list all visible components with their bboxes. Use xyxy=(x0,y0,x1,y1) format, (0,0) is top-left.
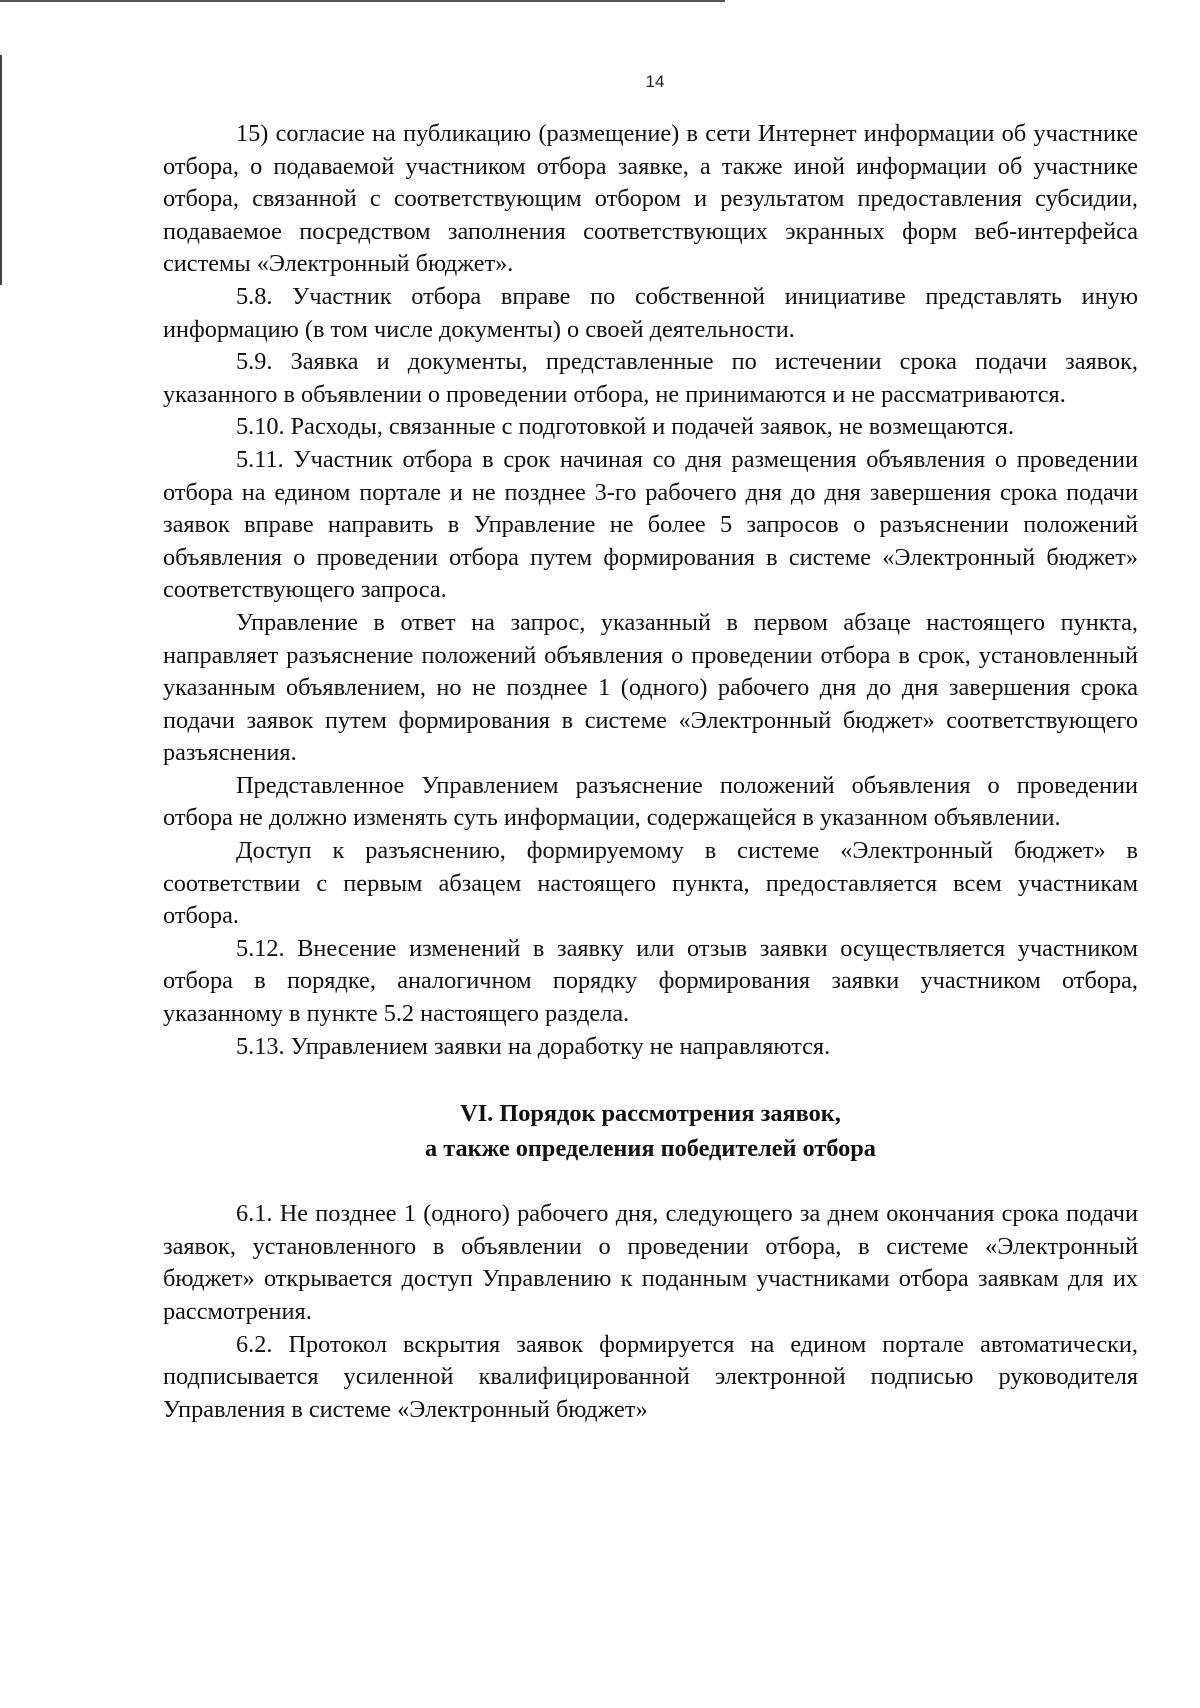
paragraph-5-8: 5.8. Участник отбора вправе по собственной инициативе представлять иную информацию (в том числе документы) о своей деятельности. xyxy=(163,282,1138,343)
paragraph-item-15: 15) согласие на публикацию (размещение) в сети Интернет информации об участнике отбора, о подаваемой участником отбора заявке, а также иной информации об участнике отбора, связанной с соответствующим отбором и результатом предоставления субсидии, подаваемое посредством заполнения соответствующих экранных форм веб-интерфейса системы «Электронный бюджет». xyxy=(163,120,1138,278)
paragraph-6-2: 6.2. Протокол вскрытия заявок формируется на едином портале автоматически, подписывается усиленной квалифицированной электронной подписью руководителя Управления в системе «Электронный бюджет» xyxy=(163,1330,1138,1423)
section-heading xyxy=(163,1096,1138,1166)
paragraph-5-11-clarification: Представленное Управлением разъяснение положений объявления о проведении отбора не должно изменять суть информации, содержащейся в указанном объявлении. xyxy=(163,771,1138,832)
document-body xyxy=(163,118,1138,1426)
paragraph-5-11: 5.11. Участник отбора в срок начиная со дня размещения объявления о проведении отбора на едином портале и не позднее 3-го рабочего дня до дня завершения срока подачи заявок вправе направить в Управление не более 5 запросов о разъяснении положений объявления о проведении отбора путем формирования в системе «Электронный бюджет» соответствующего запроса. xyxy=(163,445,1138,604)
paragraph-5-13: 5.13. Управлением заявки на доработку не направляются. xyxy=(236,1032,831,1060)
paragraph-5-10: 5.10. Расходы, связанные с подготовкой и подачей заявок, не возмещаются. xyxy=(236,413,1014,441)
paragraph-5-12: 5.12. Внесение изменений в заявку или отзыв заявки осуществляется участником отбора в порядке, аналогичном порядку формирования заявки участником отбора, указанному в пункте 5.2 настоящего раздела. xyxy=(163,934,1138,1028)
page-number: 14 xyxy=(645,72,665,91)
paragraph-5-11-response: Управление в ответ на запрос, указанный в первом абзаце настоящего пункта, направляет разъяснение положений объявления о проведении отбора в срок, установленный указанным объявлением, но не позднее 1 (одного) рабочего дня до дня завершения срока подачи заявок путем формирования в системе «Электронный бюджет» соответствующего разъяснения. xyxy=(163,608,1138,767)
section-heading-line-1: VI. Порядок рассмотрения заявок, xyxy=(460,1100,841,1128)
paragraph-5-9: 5.9. Заявка и документы, представленные по истечении срока подачи заявок, указанного в объявлении о проведении отбора, не принимаются и не рассматриваются. xyxy=(163,348,1138,408)
scan-border-top xyxy=(0,0,725,2)
paragraph-5-11-access: Доступ к разъяснению, формируемому в системе «Электронный бюджет» в соответствии с первым абзацем настоящего пункта, предоставляется всем участникам отбора. xyxy=(163,837,1138,930)
section-heading-line-2: а также определения победителей отбора xyxy=(425,1135,876,1163)
paragraph-6-1: 6.1. Не позднее 1 (одного) рабочего дня, следующего за днем окончания срока подачи заявок, установленного в объявлении о проведении отбора, в системе «Электронный бюджет» открывается доступ Управлению к поданным участниками отбора заявкам для их рассмотрения. xyxy=(163,1200,1138,1325)
